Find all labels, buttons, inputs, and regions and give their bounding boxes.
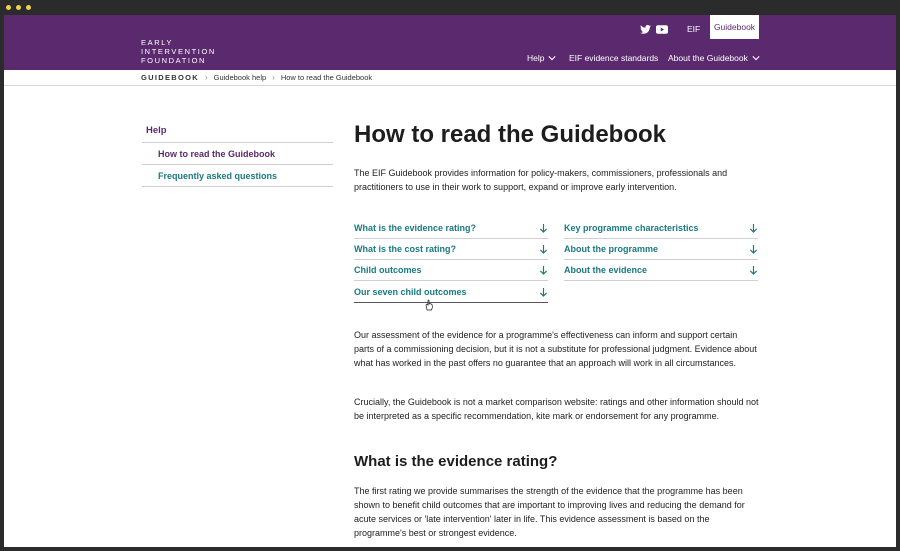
paragraph-crucially: Crucially, the Guidebook is not a market comparison website: ratings and other information should not be interpreted as a specific recommendation, kite mark or endorsement for any programme.: [354, 397, 759, 421]
jump-link-label: Key programme characteristics: [564, 223, 699, 233]
jump-link-label: Our seven child outcomes: [354, 287, 467, 297]
nav-evidence-standards[interactable]: [569, 53, 658, 63]
web-page: [4, 15, 896, 547]
sidebar-divider: [142, 186, 333, 187]
jump-link-cost-rating[interactable]: [354, 239, 548, 260]
window-dot-maximize[interactable]: [26, 5, 31, 10]
sidebar-item-faq[interactable]: Frequently asked questions: [158, 171, 278, 181]
sidebar-divider: [142, 142, 333, 143]
arrow-down-icon: [749, 223, 758, 234]
paragraph-evidence-rating: The first rating we provide summarises the strength of the evidence that the programme has been shown to benefit child outcomes that are important to improving lives and reducing the demand for acute services or 'late intervention' later in life. This evidence assessment is based on the programme's best or strongest evidence.: [354, 486, 745, 538]
jump-link-about-evidence[interactable]: [564, 260, 758, 281]
chevron-right-icon: ›: [272, 73, 275, 82]
nav-about-label: About the Guidebook: [668, 53, 748, 63]
jump-link-key-characteristics[interactable]: [564, 218, 758, 239]
twitter-icon[interactable]: [638, 23, 652, 35]
jump-link-label: What is the evidence rating?: [354, 223, 477, 233]
nav-about-guidebook[interactable]: [668, 53, 760, 63]
arrow-down-icon: [539, 265, 548, 276]
jump-link-label: What is the cost rating?: [354, 244, 457, 254]
window-dot-minimize[interactable]: [16, 5, 21, 10]
sidebar-item-how-to-read[interactable]: How to read the Guidebook: [158, 149, 276, 159]
jump-link-label: About the evidence: [564, 265, 648, 275]
logo-line-1: EARLY: [141, 38, 174, 47]
hand-cursor-icon: [424, 299, 434, 311]
arrow-down-icon: [539, 244, 548, 255]
chevron-down-icon: [752, 54, 760, 62]
logo-line-2: INTERVENTION: [141, 47, 216, 56]
youtube-icon[interactable]: [655, 23, 669, 35]
nav-evidence-standards-label: EIF evidence standards: [569, 53, 659, 63]
sidebar-heading-help[interactable]: Help: [146, 125, 167, 136]
nav-help-label: Help: [527, 53, 545, 63]
logo-line-3: FOUNDATION: [141, 56, 207, 65]
breadcrumb-item-current: How to read the Guidebook: [280, 73, 373, 82]
guidebook-top-tab[interactable]: Guidebook: [710, 15, 759, 39]
nav-help[interactable]: [527, 53, 556, 63]
jump-link-label: About the programme: [564, 244, 659, 254]
breadcrumb-root[interactable]: GUIDEBOOK: [141, 73, 199, 82]
breadcrumb-item-help[interactable]: Guidebook help: [213, 73, 267, 82]
window-chrome: [0, 0, 900, 15]
page-title: How to read the Guidebook: [354, 121, 667, 148]
chevron-right-icon: ›: [204, 73, 208, 82]
paragraph-assessment: Our assessment of the evidence for a programme's effectiveness can inform and support certain parts of a commissioning decision, but it is not a substitute for professional judgment. Evidence about what has worked in the past offers no guarantee that an approach will work in all circumstances.: [354, 330, 757, 368]
window-dot-close[interactable]: [6, 5, 11, 10]
intro-paragraph: The EIF Guidebook provides information for policy-makers, commissioners, professionals and practitioners to use in their work to support, expand or improve early intervention.: [354, 168, 728, 192]
jump-link-seven-outcomes[interactable]: [354, 282, 548, 303]
arrow-down-icon: [539, 223, 548, 234]
jump-link-about-programme[interactable]: [564, 239, 758, 260]
jump-link-evidence-rating[interactable]: [354, 218, 548, 239]
eif-logo[interactable]: [141, 38, 216, 65]
eif-top-link[interactable]: EIF: [687, 24, 701, 34]
sidebar-divider: [142, 164, 333, 165]
arrow-down-icon: [749, 244, 758, 255]
jump-link-label: Child outcomes: [354, 265, 422, 275]
arrow-down-icon: [749, 265, 758, 276]
breadcrumb: [4, 70, 896, 86]
arrow-down-icon: [539, 287, 548, 298]
chevron-down-icon: [548, 54, 556, 62]
jump-link-child-outcomes[interactable]: [354, 260, 548, 281]
site-header: [4, 15, 896, 70]
section-heading-evidence-rating: What is the evidence rating?: [354, 453, 558, 470]
